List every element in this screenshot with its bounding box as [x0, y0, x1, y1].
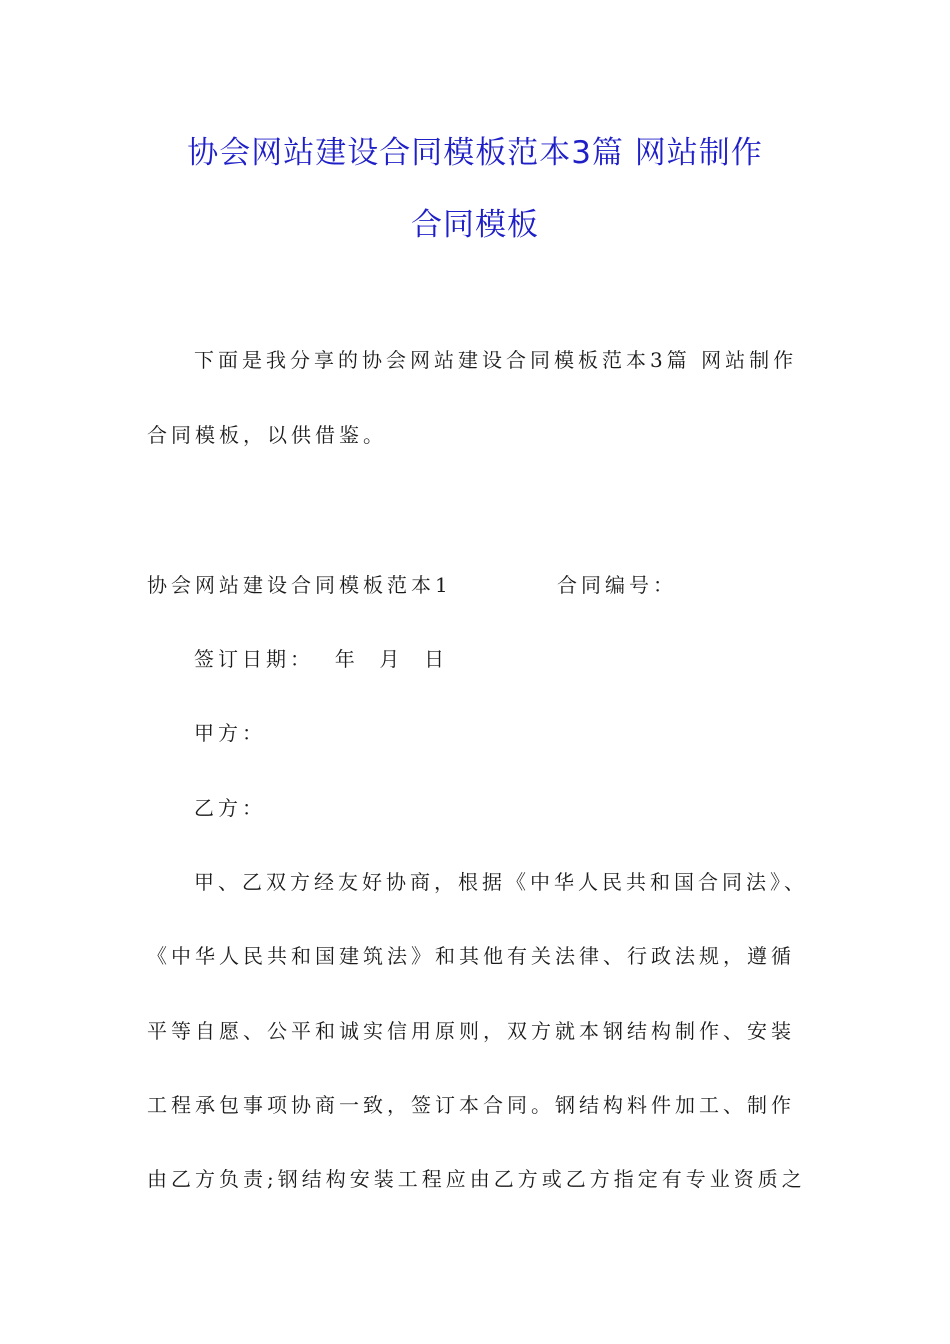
- body-line-3: 平等自愿、公平和诚实信用原则，双方就本钢结构制作、安装: [147, 1019, 795, 1043]
- intro-line-2: 合同模板，以供借鉴。: [147, 423, 387, 447]
- intro-line-1: 下面是我分享的协会网站建设合同模板范本3篇 网站制作: [194, 348, 798, 372]
- body-line-2: 《中华人民共和国建筑法》和其他有关法律、行政法规，遵循: [147, 944, 795, 968]
- document-title-line-2: 合同模板: [411, 207, 539, 243]
- body-line-1: 甲、乙双方经友好协商，根据《中华人民共和国合同法》、: [194, 870, 808, 894]
- party-a-label: 甲方：: [194, 721, 266, 745]
- contract-number-label: 合同编号：: [557, 573, 677, 597]
- body-line-5: 由乙方负责;钢结构安装工程应由乙方或乙方指定有专业资质之: [147, 1167, 806, 1191]
- sign-date: 签订日期： 年 月 日: [194, 647, 449, 671]
- body-line-4: 工程承包事项协商一致，签订本合同。钢结构料件加工、制作: [147, 1093, 795, 1117]
- party-b-label: 乙方：: [194, 796, 266, 820]
- section-heading: 协会网站建设合同模板范本1: [147, 573, 452, 597]
- document-title-line-1: 协会网站建设合同模板范本3篇 网站制作: [187, 135, 763, 171]
